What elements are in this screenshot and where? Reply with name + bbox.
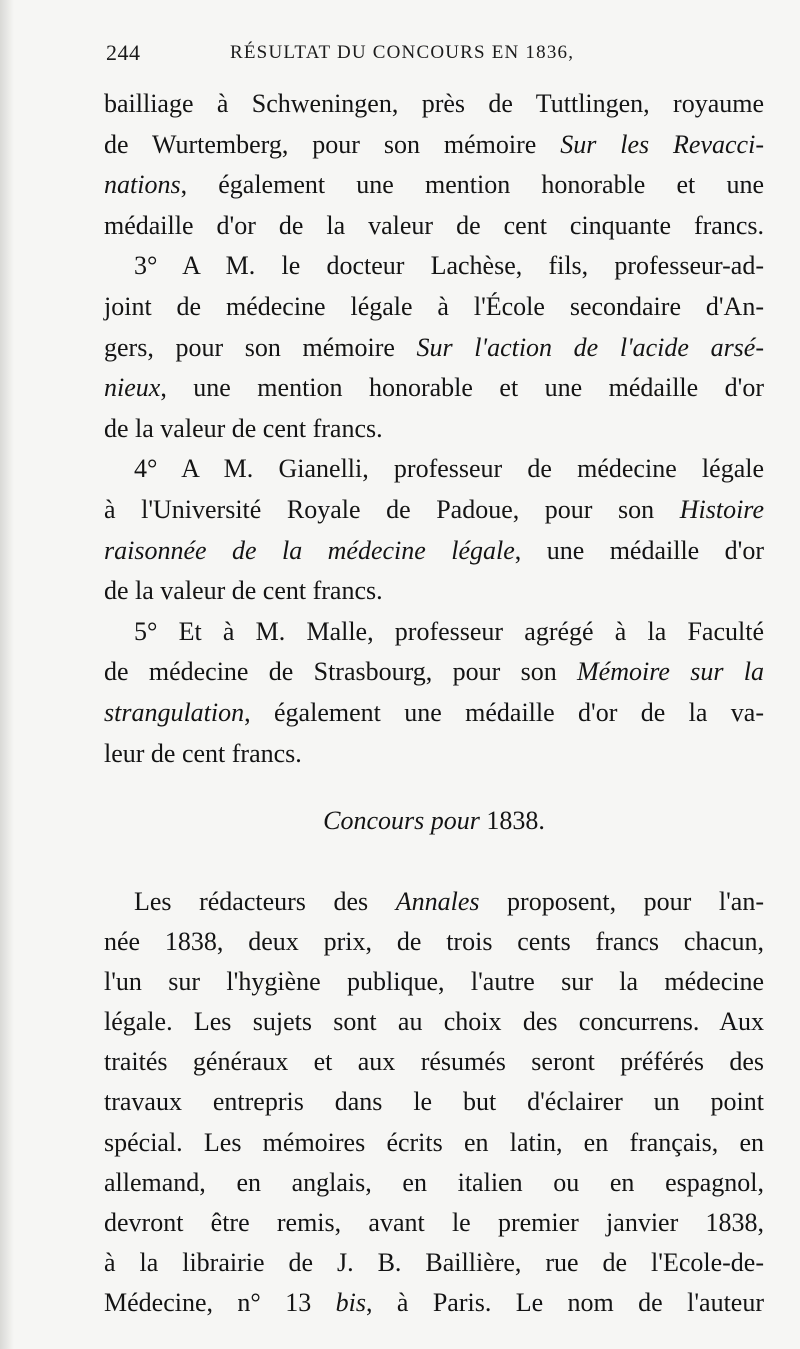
text-line: l'un sur l'hygiène publique, l'autre sur la médecine (104, 967, 764, 997)
italic-title: raisonnée de la médecine légale (104, 535, 515, 565)
text-segment: de médecine de Strasbourg, pour son (104, 657, 578, 687)
text-line (104, 693, 764, 734)
text-line (104, 652, 764, 693)
text-line: 4° A M. Gianelli, professeur de médecine légale (134, 454, 764, 484)
text-line (104, 1283, 764, 1323)
italic-title: strangulation (104, 697, 245, 727)
text-line: née 1838, deux prix, de trois cents francs chacun, (104, 927, 764, 957)
text-line: de la valeur de cent francs. (104, 413, 383, 443)
text-line (104, 368, 764, 409)
text-line: légale. Les sujets sont au choix des concurrens. Aux (104, 1007, 764, 1037)
text-segment: , une médaille d'or (514, 535, 764, 565)
text-segment: de Wurtemberg, pour son mémoire (104, 129, 561, 159)
text-line (104, 490, 764, 531)
italic-title: Sur les Revacci- (560, 129, 764, 159)
text-segment: Les rédacteurs des (134, 887, 396, 916)
text-line: travaux entrepris dans le but d'éclairer un point (104, 1087, 764, 1117)
text-segment: , à Paris. Le nom de l'auteur (365, 1287, 764, 1317)
text-line: bailliage à Schweningen, près de Tuttlingen, royaume (104, 89, 764, 118)
italic-title: Annales (395, 887, 480, 916)
text-line (104, 165, 764, 206)
text-line: 5° Et à M. Malle, professeur agrégé à la Faculté (134, 616, 764, 646)
text-line: joint de médecine légale à l'École secondaire d'An- (104, 291, 764, 321)
text-line: allemand, en anglais, en italien ou en espagnol, (104, 1167, 764, 1197)
text-line: médaille d'or de la valeur de cent cinquante francs. (104, 210, 764, 240)
section-heading-year: 1838. (486, 806, 545, 835)
text-segment: , une mention honorable et une médaille d'or (160, 373, 764, 403)
page-number: 244 (106, 40, 141, 65)
text-line: de la valeur de cent francs. (104, 576, 383, 606)
italic-title: Histoire (679, 494, 764, 524)
italic-title: nieux (104, 373, 161, 403)
text-line (104, 328, 764, 369)
paragraph (104, 246, 764, 449)
text-segment: , également une médaille d'or de la va- (244, 697, 764, 727)
italic-word: bis (335, 1287, 366, 1317)
paragraph (104, 449, 764, 611)
text-line: traités généraux et aux résumés seront préférés des (104, 1047, 764, 1077)
section-heading (104, 806, 764, 836)
text-segment: proposent, pour l'an- (479, 887, 764, 916)
text-segment: à l'Université Royale de Padoue, pour son (104, 494, 680, 524)
paragraph (104, 84, 764, 246)
text-line: devront être remis, avant le premier janvier 1838, (104, 1207, 764, 1237)
italic-title: Mémoire sur la (577, 657, 764, 687)
text-segment: , également une mention honorable et une (180, 170, 764, 200)
text-line (104, 531, 764, 572)
section-heading-text: Concours pour (323, 806, 487, 835)
text-segment: Médecine, n° 13 (104, 1287, 336, 1317)
text-line: à la librairie de J. B. Baillière, rue de l'Ecole-de- (104, 1247, 764, 1277)
text-line (104, 125, 764, 166)
text-line: spécial. Les mémoires écrits en latin, en français, en (104, 1127, 764, 1157)
text-segment: gers, pour son mémoire (104, 332, 417, 362)
italic-title: Sur l'action de l'acide arsé- (416, 332, 764, 362)
page-gutter-shadow (0, 0, 14, 1349)
running-head: RÉSULTAT DU CONCOURS EN 1836, (230, 42, 575, 63)
text-line (104, 882, 764, 922)
body-text-upper (104, 84, 764, 774)
page-header (106, 40, 766, 76)
italic-title: nations (104, 170, 181, 200)
text-line: leur de cent francs. (104, 738, 302, 768)
text-line: 3° A M. le docteur Lachèse, fils, professeur-ad- (134, 251, 764, 281)
paragraph (104, 882, 764, 1323)
paragraph (104, 612, 764, 774)
body-text-lower (104, 882, 764, 1323)
